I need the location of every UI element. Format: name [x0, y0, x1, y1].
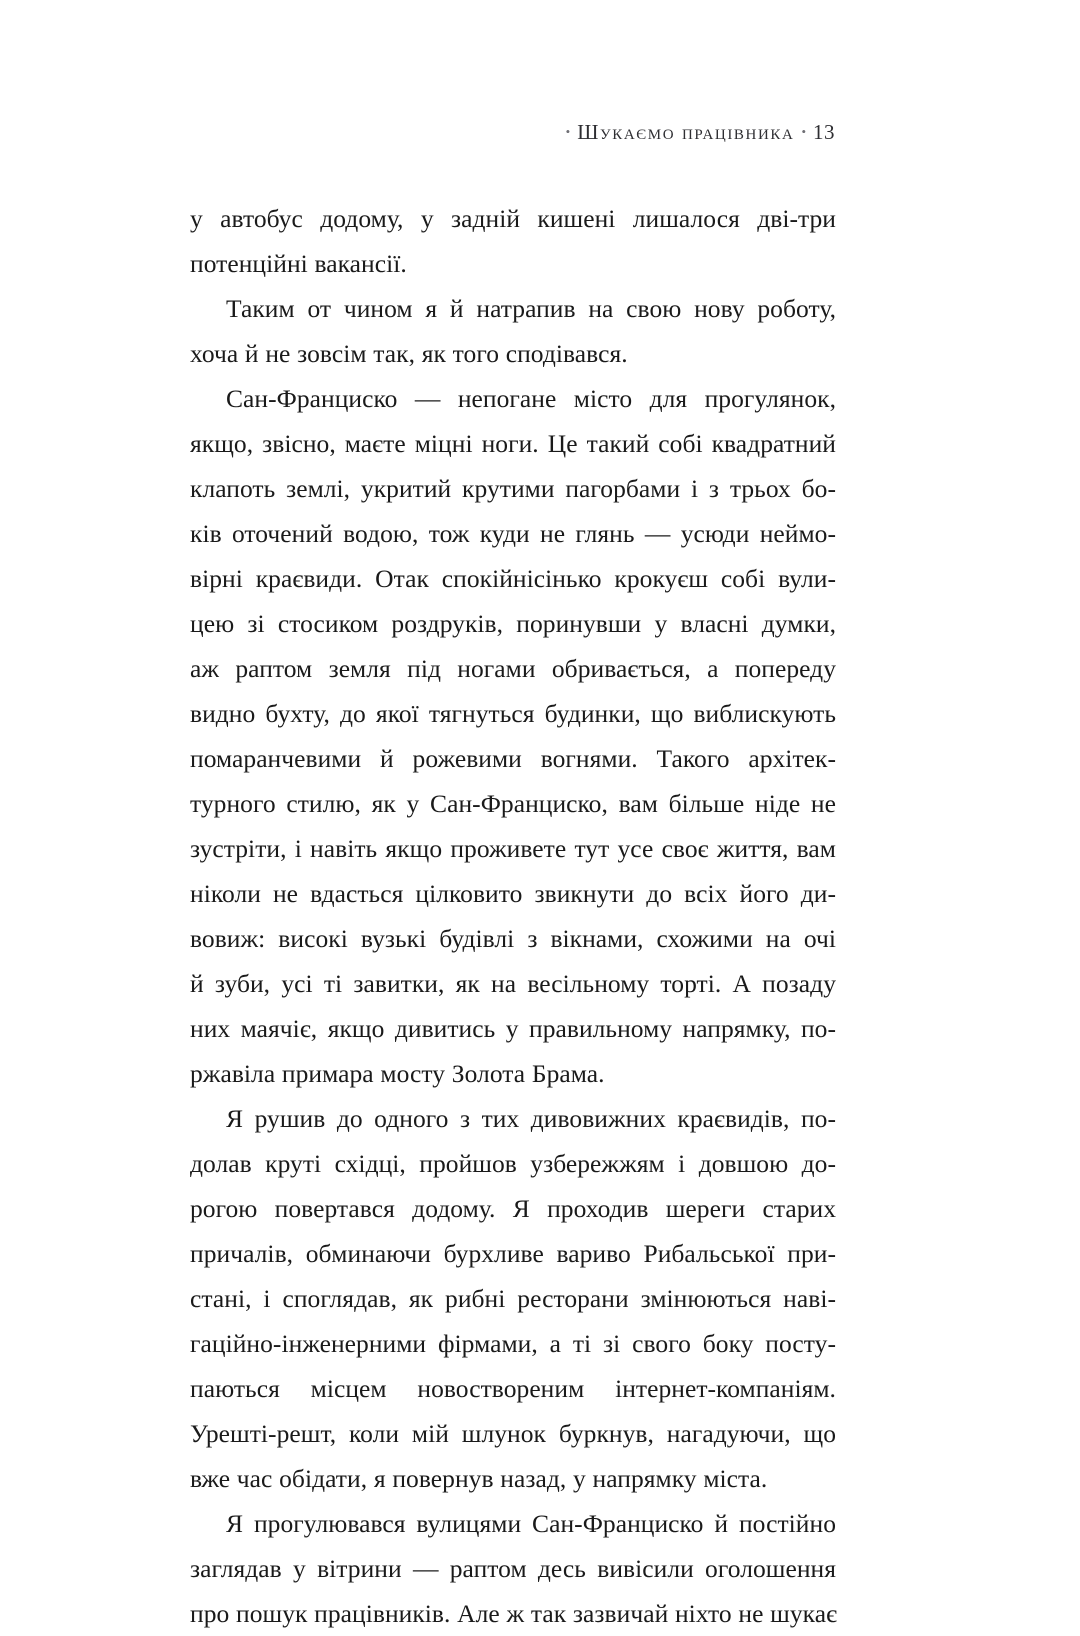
header-bullet-left-icon: • [565, 124, 571, 139]
header-bullet-right-icon: • [801, 124, 806, 139]
text-line: вже час обідати, я повернув назад, у напрямку міста. [190, 1464, 768, 1493]
text-line: вірні краєвиди. Отак спокійнісінько крокуєш собі вули- [190, 564, 836, 593]
text-line: них маячіє, якщо дивитись у правильному напрямку, по- [190, 1014, 836, 1043]
text-line: у автобус додому, у задній кишені лишалося дві-три [190, 204, 836, 233]
text-line: Сан-Франциско — непогане місто для прогулянок, [226, 384, 836, 413]
text-line: вовиж: високі вузькі будівлі з вікнами, схожими на очі [190, 924, 836, 953]
page-number: 13 [813, 120, 835, 144]
paragraph [190, 1501, 836, 1636]
text-line: Таким от чином я й натрапив на свою нову роботу, [226, 294, 836, 323]
running-header-title: Шукаємо працівника [577, 120, 795, 144]
paragraph-continuation [190, 196, 836, 286]
text-line: Я рушив до одного з тих дивовижних краєвидів, по- [226, 1104, 836, 1133]
text-line: й зуби, усі ті завитки, як на весільному торті. А позаду [190, 969, 836, 998]
text-line: гаційно-інженерними фірмами, а ті зі свого боку посту- [190, 1329, 836, 1358]
text-line: ніколи не вдасться цілковито звикнути до всіх його ди- [190, 879, 836, 908]
text-line: ків оточений водою, тож куди не глянь — усюди неймо- [190, 519, 836, 548]
text-line: зустріти, і навіть якщо проживете тут усе своє життя, вам [190, 834, 836, 863]
paragraph [190, 376, 836, 1096]
text-line: Я прогулювався вулицями Сан-Франциско й постійно [226, 1509, 836, 1538]
text-line: ржавіла примара мосту Золота Брама. [190, 1059, 605, 1088]
text-line: причалів, обминаючи бурхливе вариво Рибальської при- [190, 1239, 836, 1268]
text-line: заглядав у вітрини — раптом десь вивісили оголошення [190, 1554, 836, 1583]
text-line: турного стилю, як у Сан-Франциско, вам більше ніде не [190, 789, 836, 818]
text-line: паються місцем новоствореним інтернет-компаніям. [190, 1374, 836, 1403]
paragraph [190, 286, 836, 376]
text-line: про пошук працівників. Але ж так зазвичай ніхто не шукає [190, 1599, 838, 1628]
text-line: помаранчевими й рожевими вогнями. Такого архітек- [190, 744, 836, 773]
text-line: рогою повертався додому. Я проходив шереги старих [190, 1194, 836, 1223]
text-line: Урешті-решт, коли мій шлунок буркнув, нагадуючи, що [190, 1419, 836, 1448]
text-line: потенційні вакансії. [190, 249, 407, 278]
running-header [190, 119, 835, 146]
text-line: цею зі стосиком роздруків, поринувши у власні думки, [190, 609, 836, 638]
text-line: якщо, звісно, маєте міцні ноги. Це такий собі квадратний [190, 429, 836, 458]
text-line: аж раптом земля під ногами обривається, а попереду [190, 654, 836, 683]
text-line: долав круті східці, пройшов узбережжям і довшою до- [190, 1149, 836, 1178]
body-text-block [190, 196, 836, 1636]
text-line: хоча й не зовсім так, як того сподівався. [190, 339, 628, 368]
text-line: клапоть землі, укритий крутими пагорбами і з трьох бо- [190, 474, 836, 503]
paragraph [190, 1096, 836, 1501]
text-line: видно бухту, до якої тягнуться будинки, що виблискують [190, 699, 836, 728]
text-line: стані, і споглядав, як рибні ресторани змінюються наві- [190, 1284, 836, 1313]
